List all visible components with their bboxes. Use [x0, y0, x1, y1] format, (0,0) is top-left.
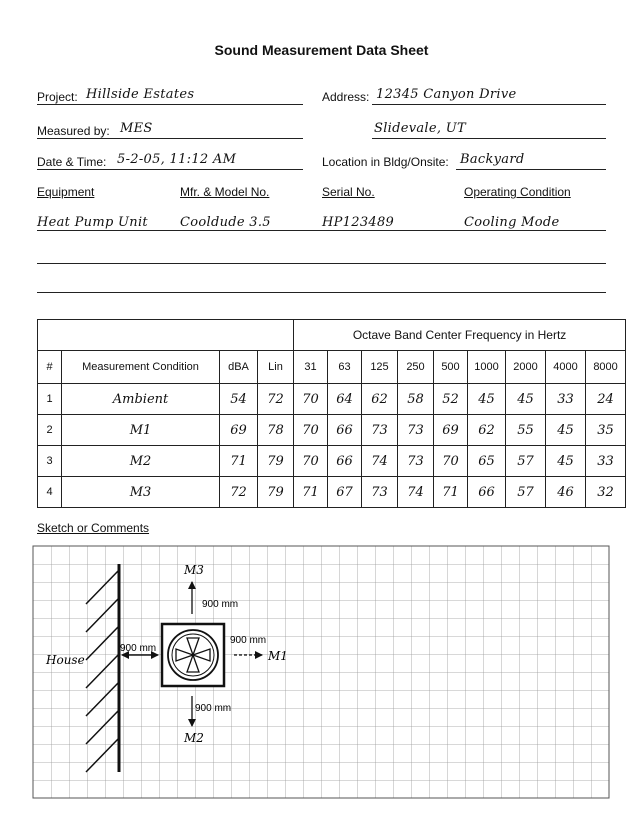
cell-1000: 45 — [468, 384, 506, 415]
cell-125: 62 — [362, 384, 398, 415]
measured-by-label: Measured by: — [37, 124, 110, 138]
row-num: 2 — [38, 415, 62, 446]
col-header-63: 63 — [328, 351, 362, 384]
condition-value: Cooling Mode — [464, 215, 560, 230]
row-condition: M2 — [62, 446, 220, 477]
row-num: 4 — [38, 477, 62, 508]
row-num: 1 — [38, 384, 62, 415]
cell-63: 66 — [328, 446, 362, 477]
location-value: Backyard — [460, 152, 525, 167]
cell-125: 73 — [362, 477, 398, 508]
cell-lin: 72 — [258, 384, 294, 415]
address-line2: Slidevale, UT — [374, 121, 466, 136]
serial-header: Serial No. — [322, 185, 375, 199]
address-label: Address: — [322, 90, 370, 104]
m3-label: M3 — [184, 563, 204, 577]
cell-250: 58 — [398, 384, 434, 415]
cell-4000: 45 — [546, 415, 586, 446]
cell-31: 71 — [294, 477, 328, 508]
col-header-dba: dBA — [220, 351, 258, 384]
col-header-1000: 1000 — [468, 351, 506, 384]
col-header-250: 250 — [398, 351, 434, 384]
equipment-value: Heat Pump Unit — [37, 215, 148, 230]
cell-8000: 35 — [586, 415, 626, 446]
model-header: Mfr. & Model No. — [180, 185, 270, 199]
col-header-4000: 4000 — [546, 351, 586, 384]
cell-63: 66 — [328, 415, 362, 446]
house-label: House — [46, 653, 85, 667]
cell-31: 70 — [294, 446, 328, 477]
project-value: Hillside Estates — [86, 87, 195, 102]
octave-band-header: Octave Band Center Frequency in Hertz — [294, 320, 626, 351]
cell-500: 70 — [434, 446, 468, 477]
m2-label: M2 — [184, 731, 204, 745]
cell-4000: 46 — [546, 477, 586, 508]
cell-2000: 57 — [506, 446, 546, 477]
col-header-condition: Measurement Condition — [62, 351, 220, 384]
cell-8000: 33 — [586, 446, 626, 477]
address-line1: 12345 Canyon Drive — [376, 87, 517, 102]
measured-by-value: MES — [120, 121, 153, 136]
col-header-lin: Lin — [258, 351, 294, 384]
cell-lin: 78 — [258, 415, 294, 446]
row-condition: M3 — [62, 477, 220, 508]
heat-pump-unit — [162, 624, 224, 686]
row-num: 3 — [38, 446, 62, 477]
location-label: Location in Bldg/Onsite: — [322, 155, 449, 169]
cell-63: 64 — [328, 384, 362, 415]
cell-1000: 66 — [468, 477, 506, 508]
col-header-num: # — [38, 351, 62, 384]
dim-left-label: 900 mm — [120, 643, 157, 654]
model-value: Cooldude 3.5 — [180, 215, 271, 230]
cell-2000: 45 — [506, 384, 546, 415]
cell-4000: 33 — [546, 384, 586, 415]
cell-1000: 65 — [468, 446, 506, 477]
date-time-label: Date & Time: — [37, 155, 107, 169]
project-label: Project: — [37, 90, 78, 104]
cell-lin: 79 — [258, 446, 294, 477]
serial-value: HP123489 — [322, 215, 395, 230]
cell-31: 70 — [294, 384, 328, 415]
cell-dba: 54 — [220, 384, 258, 415]
cell-125: 74 — [362, 446, 398, 477]
sketch-label: Sketch or Comments — [37, 521, 150, 535]
cell-500: 52 — [434, 384, 468, 415]
cell-125: 73 — [362, 415, 398, 446]
cell-dba: 71 — [220, 446, 258, 477]
col-header-8000: 8000 — [586, 351, 626, 384]
cell-4000: 45 — [546, 446, 586, 477]
dim-bottom-label: 900 mm — [195, 703, 232, 714]
cell-dba: 69 — [220, 415, 258, 446]
col-header-31: 31 — [294, 351, 328, 384]
cell-250: 73 — [398, 415, 434, 446]
col-header-500: 500 — [434, 351, 468, 384]
m1-label: M1 — [268, 649, 288, 663]
cell-lin: 79 — [258, 477, 294, 508]
cell-250: 73 — [398, 446, 434, 477]
equipment-header: Equipment — [37, 185, 95, 199]
cell-31: 70 — [294, 415, 328, 446]
cell-2000: 57 — [506, 477, 546, 508]
cell-dba: 72 — [220, 477, 258, 508]
cell-8000: 24 — [586, 384, 626, 415]
row-condition: M1 — [62, 415, 220, 446]
cell-500: 71 — [434, 477, 468, 508]
page-title: Sound Measurement Data Sheet — [214, 42, 429, 58]
date-time-value: 5-2-05, 11:12 AM — [117, 152, 237, 167]
cell-1000: 62 — [468, 415, 506, 446]
cell-8000: 32 — [586, 477, 626, 508]
row-condition: Ambient — [62, 384, 220, 415]
dim-top-label: 900 mm — [202, 599, 239, 610]
cell-2000: 55 — [506, 415, 546, 446]
cell-63: 67 — [328, 477, 362, 508]
col-header-125: 125 — [362, 351, 398, 384]
cell-500: 69 — [434, 415, 468, 446]
cell-250: 74 — [398, 477, 434, 508]
condition-header: Operating Condition — [464, 185, 571, 199]
dim-right-label: 900 mm — [230, 635, 267, 646]
col-header-2000: 2000 — [506, 351, 546, 384]
